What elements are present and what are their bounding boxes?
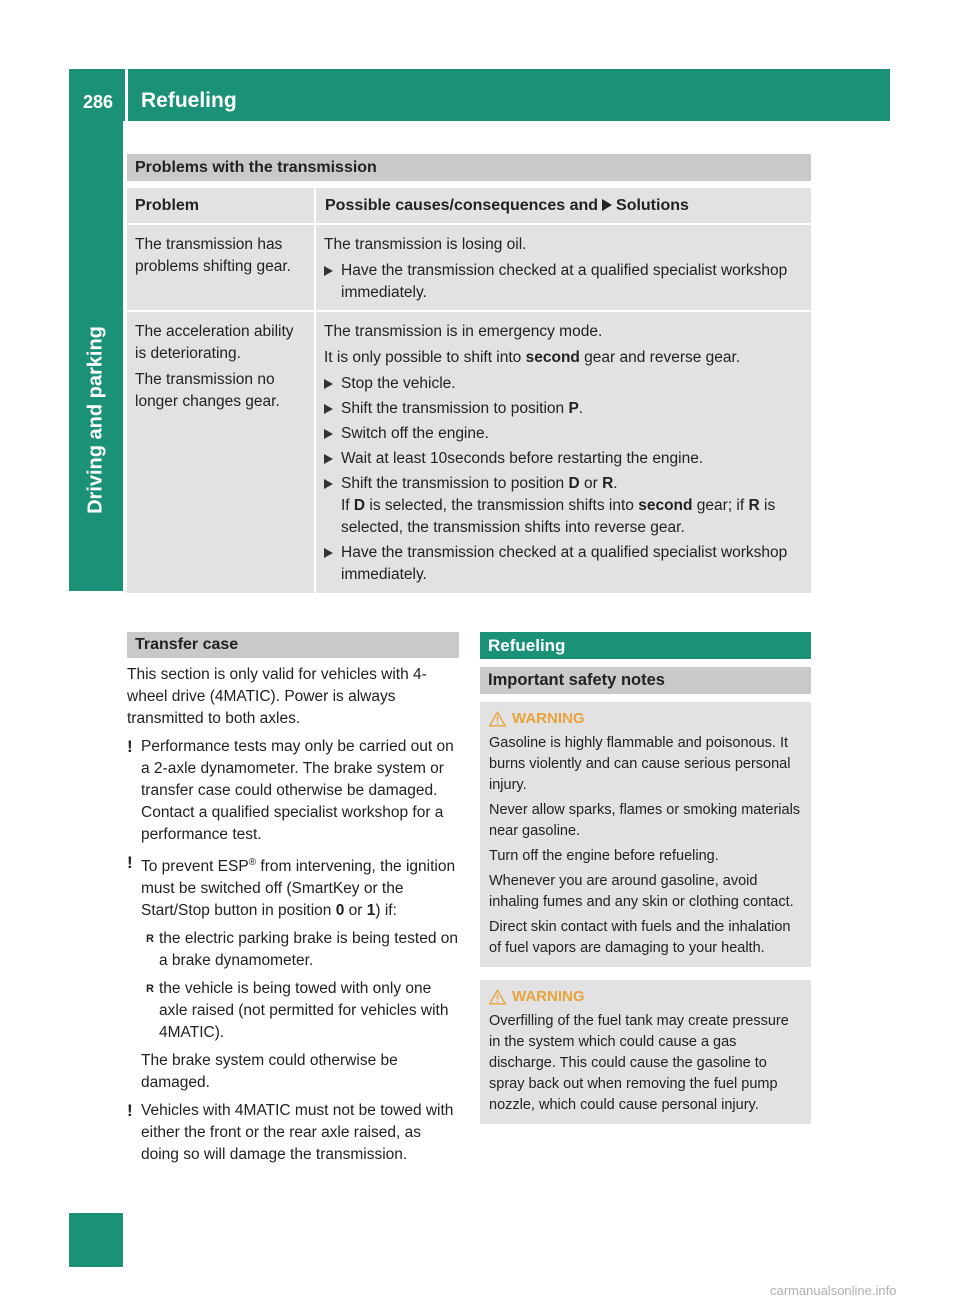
table-cell-solution [316, 312, 811, 593]
chapter-label: Driving and parking [84, 326, 107, 514]
caution-icon: ! [127, 737, 133, 756]
solution-step: Switch off the engine. [324, 423, 803, 445]
sidebar-marker [69, 1213, 123, 1267]
col-solutions-label-a: Possible causes/consequences and [325, 197, 599, 214]
table-title [127, 154, 811, 181]
transfer-case-section [127, 632, 459, 1166]
solution-step [324, 260, 803, 304]
table-header-problem [127, 188, 314, 223]
table-cell-problem [127, 225, 314, 310]
arrow-icon [324, 429, 333, 439]
row2-cause-a: The transmission is in emergency mode. [324, 323, 603, 340]
caution-icon: ! [127, 853, 133, 872]
subsection-heading: Important safety notes [480, 667, 811, 694]
arrow-icon [324, 548, 333, 558]
row2-cause-b: It is only possible to shift into second gear and reverse gear. [324, 349, 741, 366]
arrow-icon [324, 379, 333, 389]
section-heading: Transfer case [127, 632, 459, 658]
warning-heading: WARNING [489, 708, 803, 729]
refueling-section [480, 632, 811, 1124]
step-text: Have the transmission checked at a qualified specialist workshop immediately. [341, 262, 788, 301]
page-title: Refueling [141, 89, 237, 112]
header-divider [125, 69, 128, 121]
warning-box: WARNING Gasoline is highly flammable and poisonous. It burns violently and can cause serious personal injury. Never allow sparks, flames or smoking materials near gasoline. Turn off the engine before refueling. Whenever you are around gasoline, avoid inhaling fumes and any skin or clothing contact. Direct skin contact with fuels and the inhalation of fuel vapors are damaging to your health. [480, 702, 811, 967]
bullet-icon: R [146, 983, 154, 996]
bullet-item: R the electric parking brake is being tested on a brake dynamometer. [146, 930, 458, 970]
arrow-icon [324, 266, 333, 276]
arrow-icon [324, 479, 333, 489]
bullet-icon: R [146, 933, 154, 946]
note-conclusion: The brake system could otherwise be damaged. [141, 1052, 398, 1092]
solution-step: Have the transmission checked at a qualified specialist workshop immediately. [324, 542, 803, 586]
arrow-icon [324, 454, 333, 464]
solution-step: Stop the vehicle. [324, 373, 803, 395]
warning-icon [489, 711, 506, 727]
watermark: carmanualsonline.info [770, 1283, 897, 1298]
row2-problem-a: The acceleration ability is deteriorating. [135, 323, 294, 362]
warning-icon [489, 989, 506, 1005]
table-cell-solution [316, 225, 811, 310]
bullet-item: R the vehicle is being towed with only one axle raised (not permitted for vehicles with 4MATIC). [146, 980, 449, 1042]
col-problem-label: Problem [135, 197, 200, 214]
arrow-icon [324, 404, 333, 414]
solution-step: Wait at least 10seconds before restarting the engine. [324, 448, 803, 470]
row1-problem: The transmission has problems shifting gear. [135, 236, 291, 275]
intro-paragraph: This section is only valid for vehicles with 4-wheel drive (4MATIC). Power is always transmitted to both axles. [127, 666, 427, 727]
solution-step: Shift the transmission to position D or R. If D is selected, the transmission shifts into second gear; if R is selected, the transmission shifts into reverse gear. [324, 473, 803, 539]
table-cell-problem [127, 312, 314, 593]
table-header-solutions [316, 188, 811, 223]
caution-note: ! Performance tests may only be carried out on a 2-axle dynamometer. The brake system or transfer case could otherwise be damaged. Contact a qualified specialist workshop for a performance test. [127, 737, 454, 843]
warning-box: WARNING Overfilling of the fuel tank may create pressure in the system which could cause a gas discharge. This could cause the gasoline to spray back out when removing the fuel pump nozzle, which could cause personal injury. [480, 980, 811, 1124]
solution-step: Shift the transmission to position P. [324, 398, 803, 420]
section-heading: Refueling [480, 632, 811, 659]
page-number: 286 [83, 92, 114, 112]
arrow-icon [602, 199, 612, 211]
row2-problem-b: The transmission no longer changes gear. [135, 371, 280, 410]
caution-note: ! Vehicles with 4MATIC must not be towed with either the front or the rear axle raised, as doing so will damage the transmission. [127, 1101, 454, 1164]
warning-heading: WARNING [489, 986, 803, 1007]
row1-cause: The transmission is losing oil. [324, 236, 527, 253]
col-solutions-label-b: Solutions [616, 197, 689, 214]
caution-note: ! To prevent ESP® from intervening, the ignition must be switched off (SmartKey or the Start/Stop button in position 0 or 1) if: R the electric parking brake is being tested on a brake dynamometer. R the vehicle is being towed with only one axle raised (not permitted for vehicles with 4MATIC). The brake system could otherwise be damaged. [127, 852, 459, 1094]
table-title-text: Problems with the transmission [135, 159, 377, 176]
caution-icon: ! [127, 1101, 133, 1121]
